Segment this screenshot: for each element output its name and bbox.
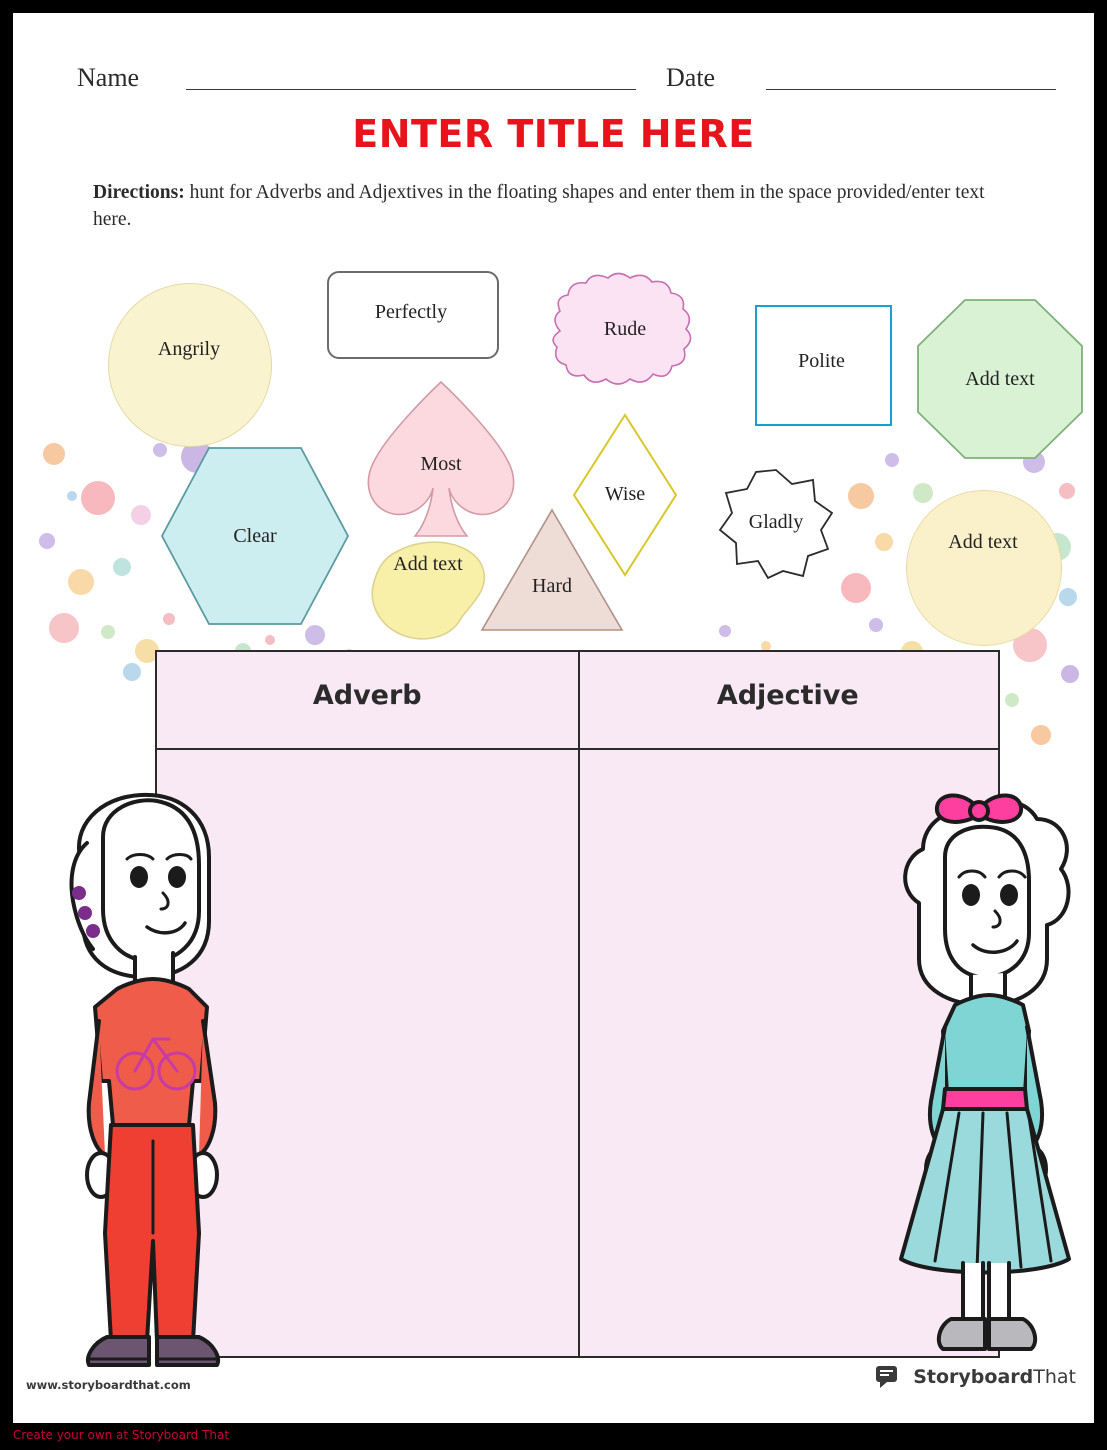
footer-url[interactable]: www.storyboardthat.com xyxy=(26,1378,191,1392)
shape-polite-label: Polite xyxy=(798,350,845,372)
directions-body: hunt for Adverbs and Adjextives in the floating shapes and enter them in the space provided/enter text here. xyxy=(93,182,985,230)
shape-octagon-add-text[interactable] xyxy=(916,298,1084,460)
shape-blob-add-text[interactable] xyxy=(368,540,488,642)
shape-rude[interactable] xyxy=(540,269,710,394)
floating-shapes xyxy=(13,13,1094,673)
shape-clear[interactable] xyxy=(159,445,351,627)
shape-angrily[interactable] xyxy=(108,283,272,447)
shape-most-label: Most xyxy=(420,453,462,475)
shape-octagon-add-text-label: Add text xyxy=(965,368,1035,390)
speech-bubble-icon xyxy=(875,1365,905,1389)
shape-hard[interactable] xyxy=(479,507,625,633)
shape-rude-label: Rude xyxy=(603,318,647,340)
confetti-dot xyxy=(1005,693,1019,707)
storyboardthat-logo[interactable] xyxy=(875,1365,1076,1389)
shape-circle-add-text-label: Add text xyxy=(948,531,1018,553)
brand-name-first: Storyboard xyxy=(913,1366,1034,1388)
shape-circle-add-text[interactable] xyxy=(906,490,1062,646)
directions-label: Directions: xyxy=(93,182,185,203)
shape-angrily-label: Angrily xyxy=(157,338,221,360)
brand-name-second: That xyxy=(1033,1366,1076,1388)
shape-gladly[interactable] xyxy=(718,468,834,580)
footer-strip: Create your own at Storyboard That xyxy=(13,1428,230,1442)
worksheet-page xyxy=(13,13,1094,1423)
shape-perfectly-label: Perfectly xyxy=(374,301,448,323)
name-label: Name xyxy=(77,63,140,92)
character-boy xyxy=(43,781,253,1371)
shape-blob-add-text-label: Add text xyxy=(393,553,463,575)
shape-perfectly[interactable] xyxy=(327,271,499,359)
shape-gladly-label: Gladly xyxy=(748,511,804,533)
brand-name xyxy=(913,1366,1076,1388)
shape-wise-label: Wise xyxy=(604,483,646,505)
shape-hard-label: Hard xyxy=(532,575,572,597)
page-title[interactable]: ENTER TITLE HERE xyxy=(352,112,755,156)
shape-polite[interactable] xyxy=(755,305,892,426)
date-label: Date xyxy=(666,63,716,92)
adverb-adjective-table xyxy=(155,650,1000,1358)
confetti-dot xyxy=(1031,725,1051,745)
shape-clear-label: Clear xyxy=(233,525,277,547)
table-header-adverb: Adverb xyxy=(312,680,422,711)
table-header-adjective: Adjective xyxy=(716,680,859,711)
character-girl xyxy=(879,783,1089,1371)
